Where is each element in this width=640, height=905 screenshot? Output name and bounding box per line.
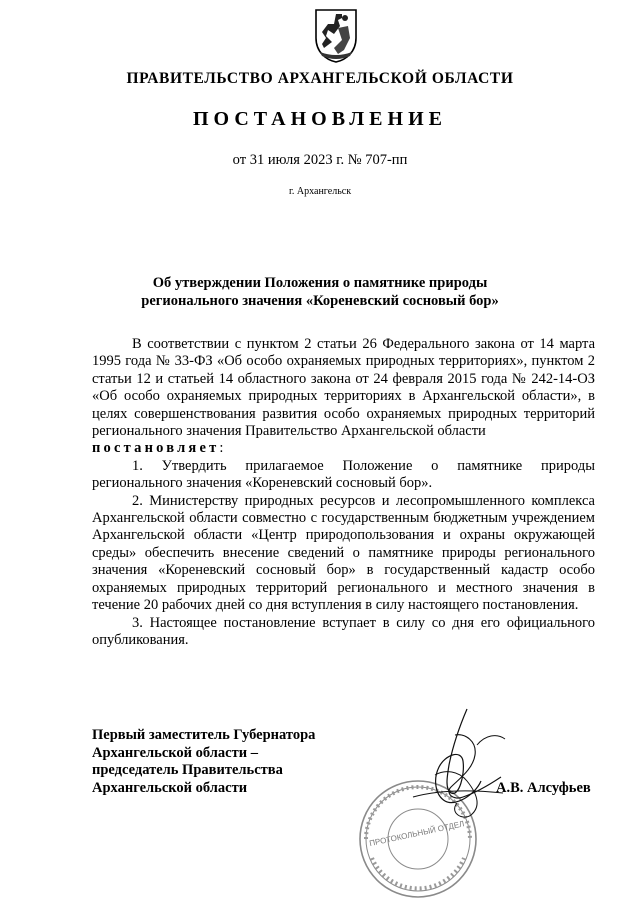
document-city: г. Архангельск (288, 186, 352, 197)
document-date-number: от 31 июля 2023 г. № 707-пп (232, 152, 408, 168)
preamble-paragraph: В соответствии с пунктом 2 статьи 26 Федерального закона от 14 марта 1995 года № 33-ФЗ «Об особо охраняемых природных территориях», пунктом 2 статьи 12 и статьей 14 областного закона от 24 февраля 2015 года № 242-14-ОЗ «Об особо охраняемых природных территориях в Архангельской области», в целях совершенствования развития особо охраняемых природных территорий регионального значения Правительство Архангельской области (92, 336, 595, 440)
organization-name: ПРАВИТЕЛЬСТВО АРХАНГЕЛЬСКОЙ ОБЛАСТИ (126, 70, 514, 87)
document-type: ПОСТАНОВЛЕНИЕ (193, 108, 447, 130)
coat-of-arms-icon (314, 8, 358, 64)
item-3-paragraph: 3. Настоящее постановление вступает в силу со дня его официального опубликования. (92, 614, 595, 648)
signatory-title (92, 727, 315, 797)
signatory-title-line-4: Архангельской области (92, 779, 248, 796)
signatory-title-line-1: Первый заместитель Губернатора (92, 727, 316, 743)
resolves-word: постановляет (92, 440, 220, 457)
handwritten-signature (405, 705, 515, 823)
document-subject (0, 274, 640, 310)
resolves-colon: : (219, 440, 224, 457)
subject-line-2: регионального значения «Кореневский сосновый бор» (141, 293, 499, 309)
stamp-center-text: ПРОТОКОЛЬНЫЙ ОТДЕЛ (368, 819, 466, 849)
resolves-paragraph (92, 440, 595, 457)
document-body (92, 336, 595, 649)
item-1-paragraph: 1. Утвердить прилагаемое Положение о памятнике природы регионального значения «Кореневский сосновый бор». (92, 457, 595, 492)
subject-line-1: Об утверждении Положения о памятнике природы (152, 275, 488, 291)
signatory-title-line-2: Архангельской области – (92, 744, 258, 761)
signatory-name: А.В. Алсуфьев (496, 780, 591, 796)
item-2-paragraph: 2. Министерству природных ресурсов и лесопромышленного комплекса Архангельской области совместно с государственным бюджетным учреждением Архангельской области «Центр природопользования и охраны окружающей среды» обеспечить внесение сведений о памятнике природы регионального значения «Кореневский сосновый бор» в государственный кадастр особо охраняемых природных территорий регионального и местного значения в течение 20 рабочих дней со дня вступления в силу настоящего постановления. (92, 492, 595, 614)
signatory-title-line-3: председатель Правительства (92, 762, 283, 779)
